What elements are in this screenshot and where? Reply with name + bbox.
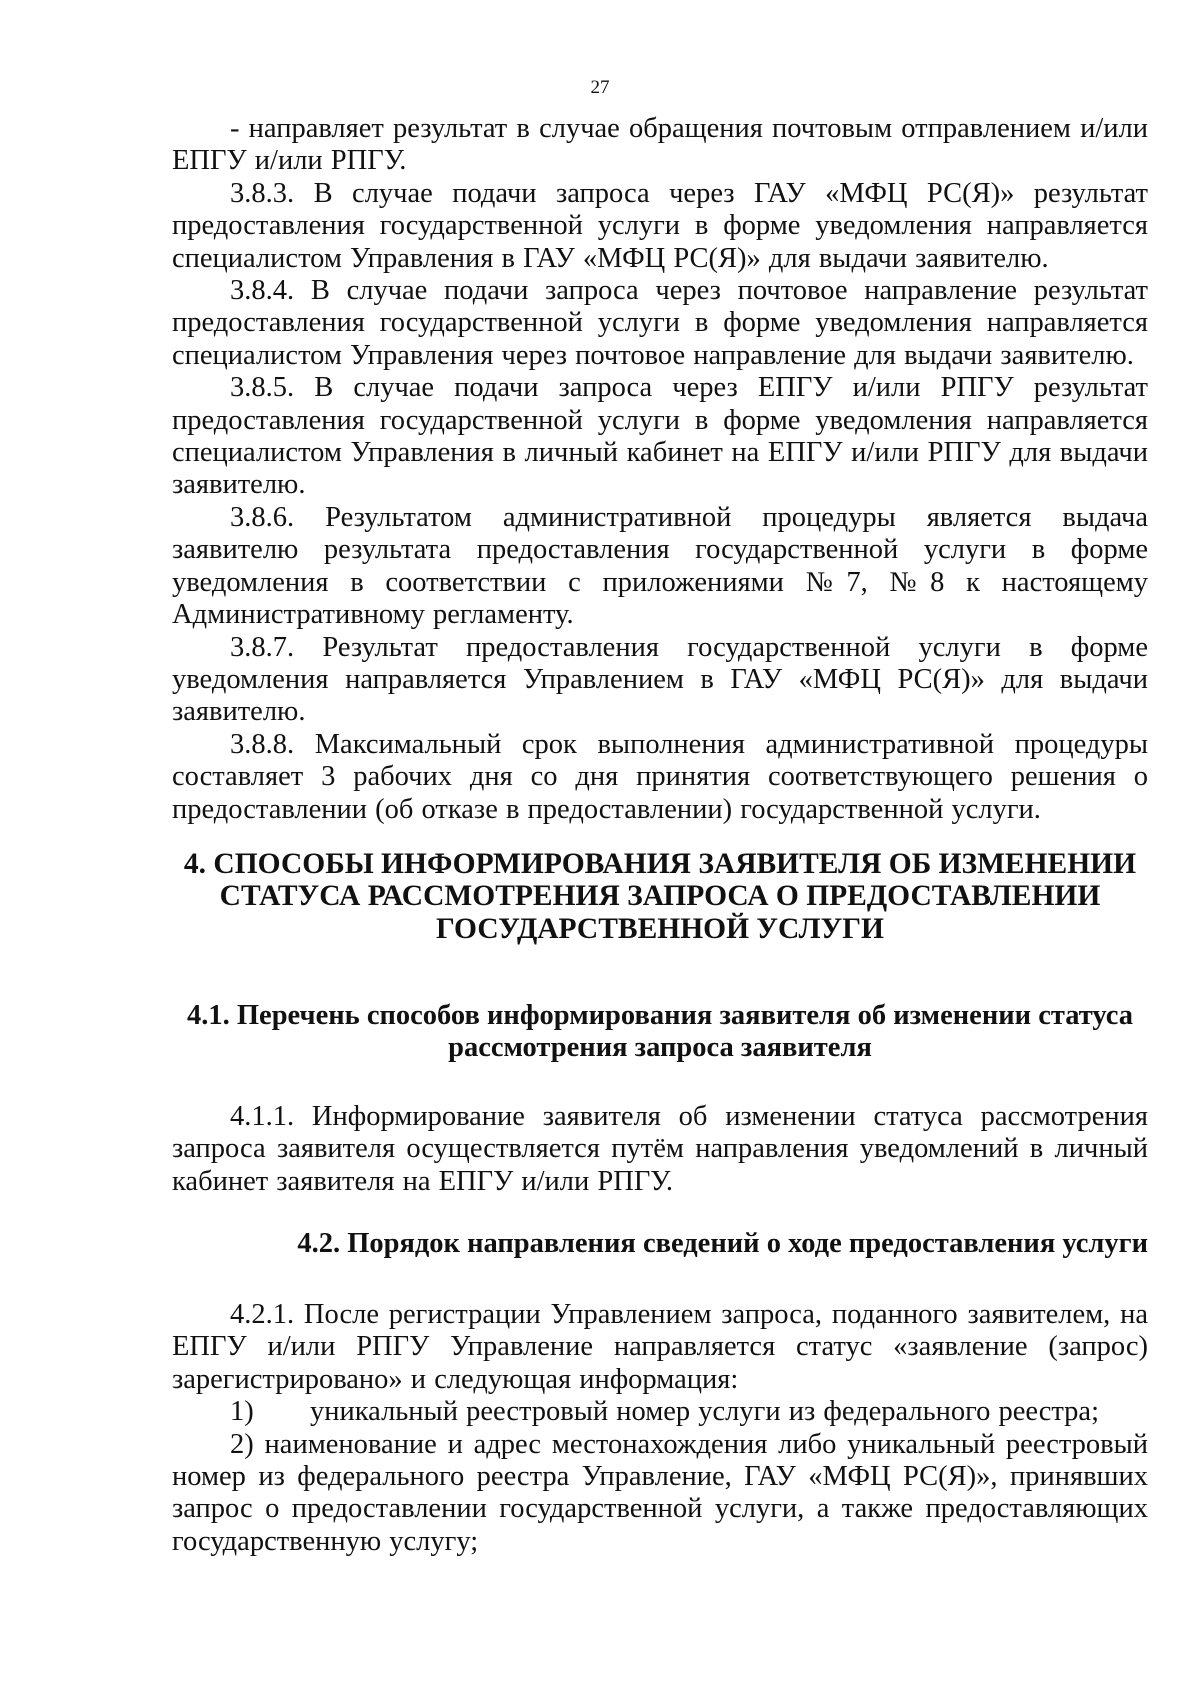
- section-4-heading-line: СТАТУСА РАССМОТРЕНИЯ ЗАПРОСА О ПРЕДОСТАВЛЕНИИ: [219, 880, 1101, 913]
- section-4-heading: [172, 848, 1148, 945]
- subsection-4-2-heading: 4.2. Порядок направления сведений о ходе предоставления услуги: [297, 1228, 1148, 1259]
- text-block-3-8: [172, 113, 1148, 826]
- subsection-4-1-heading-line: 4.1. Перечень способов информирования заявителя об изменении статуса: [187, 1000, 1133, 1031]
- paragraph-4-1-1: 4.1.1. Информирование заявителя об изменении статуса рассмотрения запроса заявителя осуществляется путём направления уведомлений в личный кабинет заявителя на ЕПГУ и/или РПГУ.: [172, 1101, 1148, 1197]
- paragraph-3-8-8: 3.8.8. Максимальный срок выполнения административной процедуры составляет 3 рабочих дня со дня принятия соответствующего решения о предоставлении (об отказе в предоставлении) государственной услуги.: [172, 728, 1148, 825]
- section-4-heading-line: ГОСУДАРСТВЕННОЙ УСЛУГИ: [436, 912, 884, 945]
- paragraph-4-2-1: 4.2.1. После регистрации Управлением запроса, поданного заявителем, на ЕПГУ и/или РПГУ Управление направляется статус «заявление (запрос) зарегистрировано» и следующая информация:: [172, 1299, 1148, 1395]
- paragraph-3-8-6: 3.8.6. Результатом административной процедуры является выдача заявителю результата предоставления государственной услуги в форме уведомления в соответствии с приложениями №7, №8 к настоящему Административному регламенту.: [172, 501, 1148, 631]
- paragraph-3-8-4: 3.8.4. В случае подачи запроса через почтовое направление результат предоставления государственной услуги в форме уведомления направляется специалистом Управления через почтовое направление для выдачи заявителю.: [172, 275, 1148, 371]
- paragraph-result-direction: - направляет результат в случае обращения почтовым отправлением и/или ЕПГУ и/или РПГУ.: [172, 113, 1148, 177]
- text-block-4-2-1: [172, 1299, 1148, 1558]
- paragraph-3-8-3: 3.8.3. В случае подачи запроса через ГАУ «МФЦ РС(Я)» результат предоставления государственной услуги в форме уведомления направляется специалистом Управления в ГАУ «МФЦ РС(Я)» для выдачи заявителю.: [172, 177, 1148, 274]
- paragraph-3-8-5: 3.8.5. В случае подачи запроса через ЕПГУ и/или РПГУ результат предоставления государственной услуги в форме уведомления направляется специалистом Управления в личный кабинет на ЕПГУ и/или РПГУ для выдачи заявителю.: [172, 372, 1148, 501]
- subsection-4-1-heading: [172, 1000, 1148, 1065]
- list-item-text: уникальный реестровый номер услуги из федерального реестра;: [310, 1396, 1099, 1428]
- list-item-number: 1): [230, 1396, 254, 1428]
- page-number: 27: [590, 77, 610, 98]
- subsection-4-1-heading-line: рассмотрения запроса заявителя: [448, 1032, 872, 1064]
- text-block-4-1-1: [172, 1101, 1148, 1198]
- section-4-heading-line: 4. СПОСОБЫ ИНФОРМИРОВАНИЯ ЗАЯВИТЕЛЯ ОБ ИЗМЕНЕНИИ: [183, 848, 1137, 880]
- paragraph-3-8-7: 3.8.7. Результат предоставления государственной услуги в форме уведомления направляется Управлением в ГАУ «МФЦ РС(Я)» для выдачи заявителю.: [172, 631, 1148, 728]
- list-item-2: 2) наименование и адрес местонахождения либо уникальный реестровый номер из федерального реестра Управление, ГАУ «МФЦ РС(Я)», принявших запрос о предоставлении государственной услуги, а также предоставляющих государственную услугу;: [172, 1428, 1148, 1557]
- list-item-1: [172, 1396, 1148, 1428]
